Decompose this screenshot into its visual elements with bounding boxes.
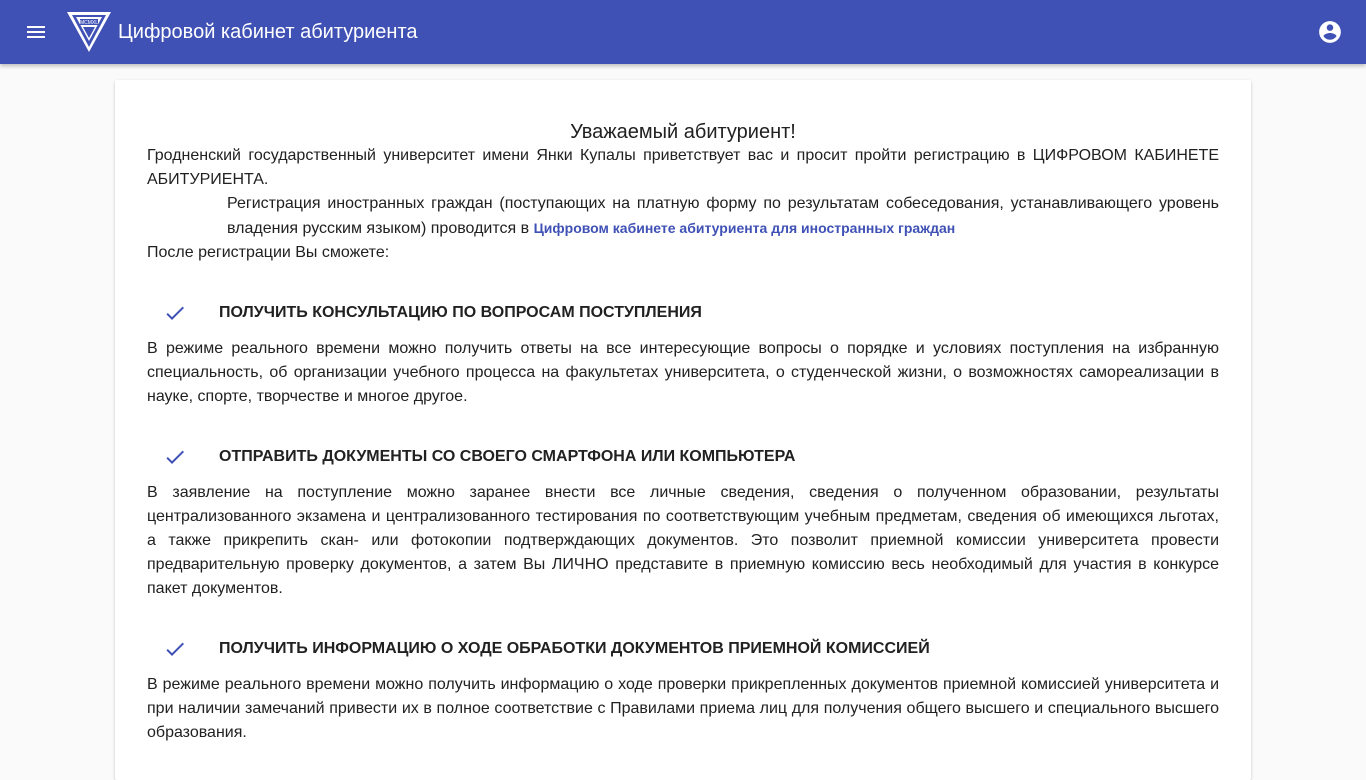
feature-text: В режиме реального времени можно получить информацию о ходе проверки прикрепленных документов приемной комиссией университета и при наличии замечаний привести их в полное соответствие с Правилами приема лиц для получения общего высшего и специального высшего образования. (147, 676, 1219, 741)
foreign-registration-label: Регистрация иностранных граждан (поступающих на платную форму по результатам собеседования, устанавливающего уровень владения русским языком) проводится в (227, 195, 1219, 237)
feature-item (147, 445, 1219, 601)
feature-title: ПОЛУЧИТЬ КОНСУЛЬТАЦИЮ ПО ВОПРОСАМ ПОСТУПЛЕНИЯ (219, 304, 702, 321)
foreign-cabinet-link[interactable]: Цифровом кабинете абитуриента для иностранных граждан (533, 220, 956, 236)
account-circle-icon (1317, 19, 1343, 45)
feature-item (147, 301, 1219, 409)
feature-text: В режиме реального времени можно получить ответы на все интересующие вопросы о порядке и условиях поступления на избранную специальность, об организации учебного процесса на факультетах университета, о студенческой жизни, о возможностях самореализации в науке, спорте, творчестве и многое другое. (147, 340, 1219, 405)
intro-text: Гродненский государственный университет имени Янки Купалы приветствует вас и просит пройти регистрацию в ЦИФРОВОМ КАБИНЕТЕ АБИТУРИЕНТА. (147, 147, 1219, 188)
welcome-content (147, 120, 1219, 745)
welcome-card (115, 80, 1251, 780)
greeting-heading: Уважаемый абитуриент! (570, 121, 796, 143)
feature-title: ПОЛУЧИТЬ ИНФОРМАЦИЮ О ХОДЕ ОБРАБОТКИ ДОКУМЕНТОВ ПРИЕМНОЙ КОМИССИЕЙ (219, 640, 930, 657)
feature-heading (147, 301, 1219, 325)
account-button[interactable] (1316, 18, 1344, 46)
check-icon (163, 637, 187, 661)
feature-text: В заявление на поступление можно заранее внести все личные сведения, сведения о полученном образовании, результаты централизованного экзамена и централизованного тестирования по соответствующим учебным предметам, сведения об имеющихся льготах, а также прикрепить скан- или фотокопии подтверждающих документов. Это позволит приемной комиссии университета провести предварительную проверку документов, а затем Вы ЛИЧНО представите в приемную комиссию весь необходимый для участия в конкурсе пакет документов. (147, 484, 1219, 597)
feature-title: ОТПРАВИТЬ ДОКУМЕНТЫ СО СВОЕГО СМАРТФОНА ИЛИ КОМПЬЮТЕРА (219, 448, 796, 465)
menu-button[interactable] (20, 16, 52, 48)
check-icon (163, 301, 187, 325)
logo-text: MCMXL (79, 20, 99, 26)
check-icon (163, 445, 187, 469)
feature-heading (147, 637, 1219, 661)
menu-icon (24, 20, 48, 44)
after-registration-text: После регистрации Вы сможете: (147, 244, 390, 261)
university-logo[interactable] (66, 11, 112, 53)
app-title: Цифровой кабинет абитуриента (118, 21, 418, 43)
app-bar (0, 0, 1366, 64)
feature-item (147, 637, 1219, 745)
foreign-registration-text (147, 192, 1219, 241)
feature-heading (147, 445, 1219, 469)
